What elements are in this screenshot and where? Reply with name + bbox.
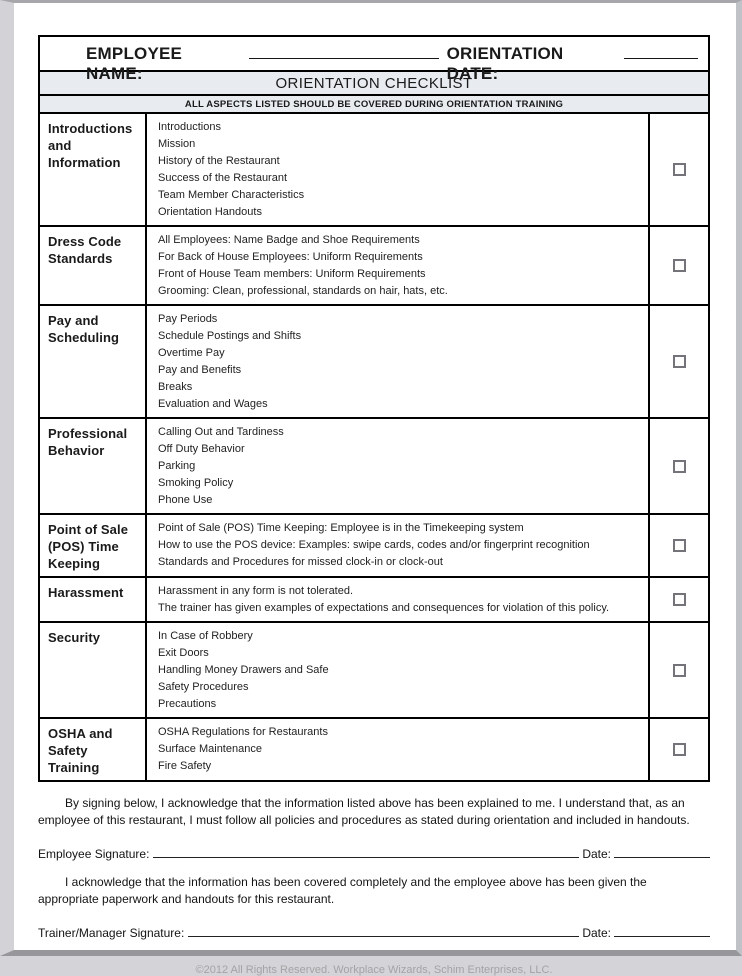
checkbox-cell (650, 227, 708, 304)
checklist-item: How to use the POS device: Examples: swipe cards, codes and/or fingerprint recognition (158, 539, 590, 551)
checklist-item: Overtime Pay (158, 347, 225, 359)
checklist-item: Pay Periods (158, 313, 218, 325)
trainer-signature-field[interactable] (188, 924, 579, 937)
category-label: Security (40, 623, 147, 717)
checklist-item: Safety Procedures (158, 681, 249, 693)
employee-date-field[interactable] (614, 845, 710, 858)
checkbox-pay-scheduling[interactable] (673, 355, 686, 368)
checklist-row-introductions (40, 114, 708, 227)
orientation-checklist-document (14, 3, 736, 976)
checklist-item: Success of the Restaurant (158, 172, 288, 184)
checklist-row-osha-safety (40, 719, 708, 780)
checklist-row-dress-code (40, 227, 708, 306)
employee-name-field[interactable] (249, 45, 439, 59)
checkbox-introductions[interactable] (673, 163, 686, 176)
checkbox-security[interactable] (673, 664, 686, 677)
checkbox-pos-timekeeping[interactable] (673, 539, 686, 552)
checklist-item: Precautions (158, 698, 217, 710)
orientation-form (38, 35, 710, 782)
checklist-item: Breaks (158, 381, 193, 393)
checklist-item: In Case of Robbery (158, 630, 253, 642)
checklist-item: Schedule Postings and Shifts (158, 330, 302, 342)
checklist-item: Calling Out and Tardiness (158, 426, 284, 438)
checklist-item: Parking (158, 460, 196, 472)
date-label: Date: (582, 847, 611, 861)
checklist-item: Surface Maintenance (158, 743, 262, 755)
copyright-text: ©2012 All Rights Reserved. Workplace Wizards, Schim Enterprises, LLC. (195, 964, 553, 976)
checklist-item: Handling Money Drawers and Safe (158, 664, 329, 676)
trainer-signature-label: Trainer/Manager Signature: (38, 926, 185, 940)
category-label: Professional Behavior (40, 419, 147, 513)
item-list (147, 306, 650, 417)
item-list (147, 114, 650, 225)
checklist-item: Evaluation and Wages (158, 398, 268, 410)
checklist-item: Exit Doors (158, 647, 209, 659)
employee-name-label: EMPLOYEE NAME: (86, 44, 183, 83)
checklist-item: Grooming: Clean, professional, standards on hair, hats, etc. (158, 285, 448, 297)
page-subtitle: ALL ASPECTS LISTED SHOULD BE COVERED DURING ORIENTATION TRAINING (184, 98, 564, 110)
checkbox-cell (650, 623, 708, 717)
employee-signature-row (38, 845, 710, 861)
item-list (147, 227, 650, 304)
checklist-item: Fire Safety (158, 760, 212, 772)
item-list (147, 623, 650, 717)
checklist-row-security (40, 623, 708, 719)
checklist-item: Smoking Policy (158, 477, 234, 489)
checklist-item: All Employees: Name Badge and Shoe Requirements (158, 234, 420, 246)
checklist-item: History of the Restaurant (158, 155, 280, 167)
item-list (147, 515, 650, 576)
checklist-item: OSHA Regulations for Restaurants (158, 726, 328, 738)
checklist-item: Phone Use (158, 494, 213, 506)
checkbox-cell (650, 419, 708, 513)
category-label: OSHA and Safety Training (40, 719, 147, 780)
category-label: Harassment (40, 578, 147, 621)
checkbox-harassment[interactable] (673, 593, 686, 606)
checkbox-cell (650, 114, 708, 225)
checklist-row-harassment (40, 578, 708, 623)
checkbox-cell (650, 578, 708, 621)
checklist-row-pos-timekeeping (40, 515, 708, 578)
trainer-date-field[interactable] (614, 924, 710, 937)
category-label: Pay and Scheduling (40, 306, 147, 417)
item-list (147, 419, 650, 513)
category-label: Introductions and Information (40, 114, 147, 225)
checkbox-cell (650, 719, 708, 780)
employee-signature-label: Employee Signature: (38, 847, 150, 861)
checklist-row-professional-behavior (40, 419, 708, 515)
checklist-subtitle-band (40, 96, 708, 114)
checklist-item: Pay and Benefits (158, 364, 242, 376)
checklist-item: Front of House Team members: Uniform Requirements (158, 268, 426, 280)
date-label: Date: (582, 926, 611, 940)
checkbox-dress-code[interactable] (673, 259, 686, 272)
checkbox-osha-safety[interactable] (673, 743, 686, 756)
category-label: Point of Sale (POS) Time Keeping (40, 515, 147, 576)
checklist-item: Standards and Procedures for missed clock-in or clock-out (158, 556, 443, 568)
checklist-item: For Back of House Employees: Uniform Requirements (158, 251, 423, 263)
checkbox-cell (650, 515, 708, 576)
checklist-row-pay-scheduling (40, 306, 708, 419)
trainer-signature-row (38, 924, 710, 940)
checklist-item: Team Member Characteristics (158, 189, 305, 201)
item-list (147, 719, 650, 780)
orientation-date-field[interactable] (624, 45, 698, 59)
category-label: Dress Code Standards (40, 227, 147, 304)
employee-signature-field[interactable] (153, 845, 579, 858)
checklist-item: Orientation Handouts (158, 206, 262, 218)
checklist-item: Harassment in any form is not tolerated. (158, 585, 354, 597)
orientation-date-label: ORIENTATION DATE: (446, 44, 564, 83)
checkbox-professional-behavior[interactable] (673, 460, 686, 473)
checklist-item: Point of Sale (POS) Time Keeping: Employee is in the Timekeeping system (158, 522, 524, 534)
page-title: ORIENTATION CHECKLIST (275, 74, 473, 92)
trainer-acknowledgement-text: I acknowledge that the information has been covered completely and the employee above has been given the appropriate paperwork and handouts for this restaurant. (38, 875, 647, 906)
checklist-item: Off Duty Behavior (158, 443, 245, 455)
checklist-item: The trainer has given examples of expectations and consequences for violation of this policy. (158, 602, 610, 614)
checklist-item: Introductions (158, 121, 221, 133)
item-list (147, 578, 650, 621)
checklist-item: Mission (158, 138, 196, 150)
checkbox-cell (650, 306, 708, 417)
employee-acknowledgement-text: By signing below, I acknowledge that the information listed above has been explained to me. I understand that, as an employee of this restaurant, I must follow all policies and procedures as stated during orientation and included in handouts. (38, 796, 690, 827)
